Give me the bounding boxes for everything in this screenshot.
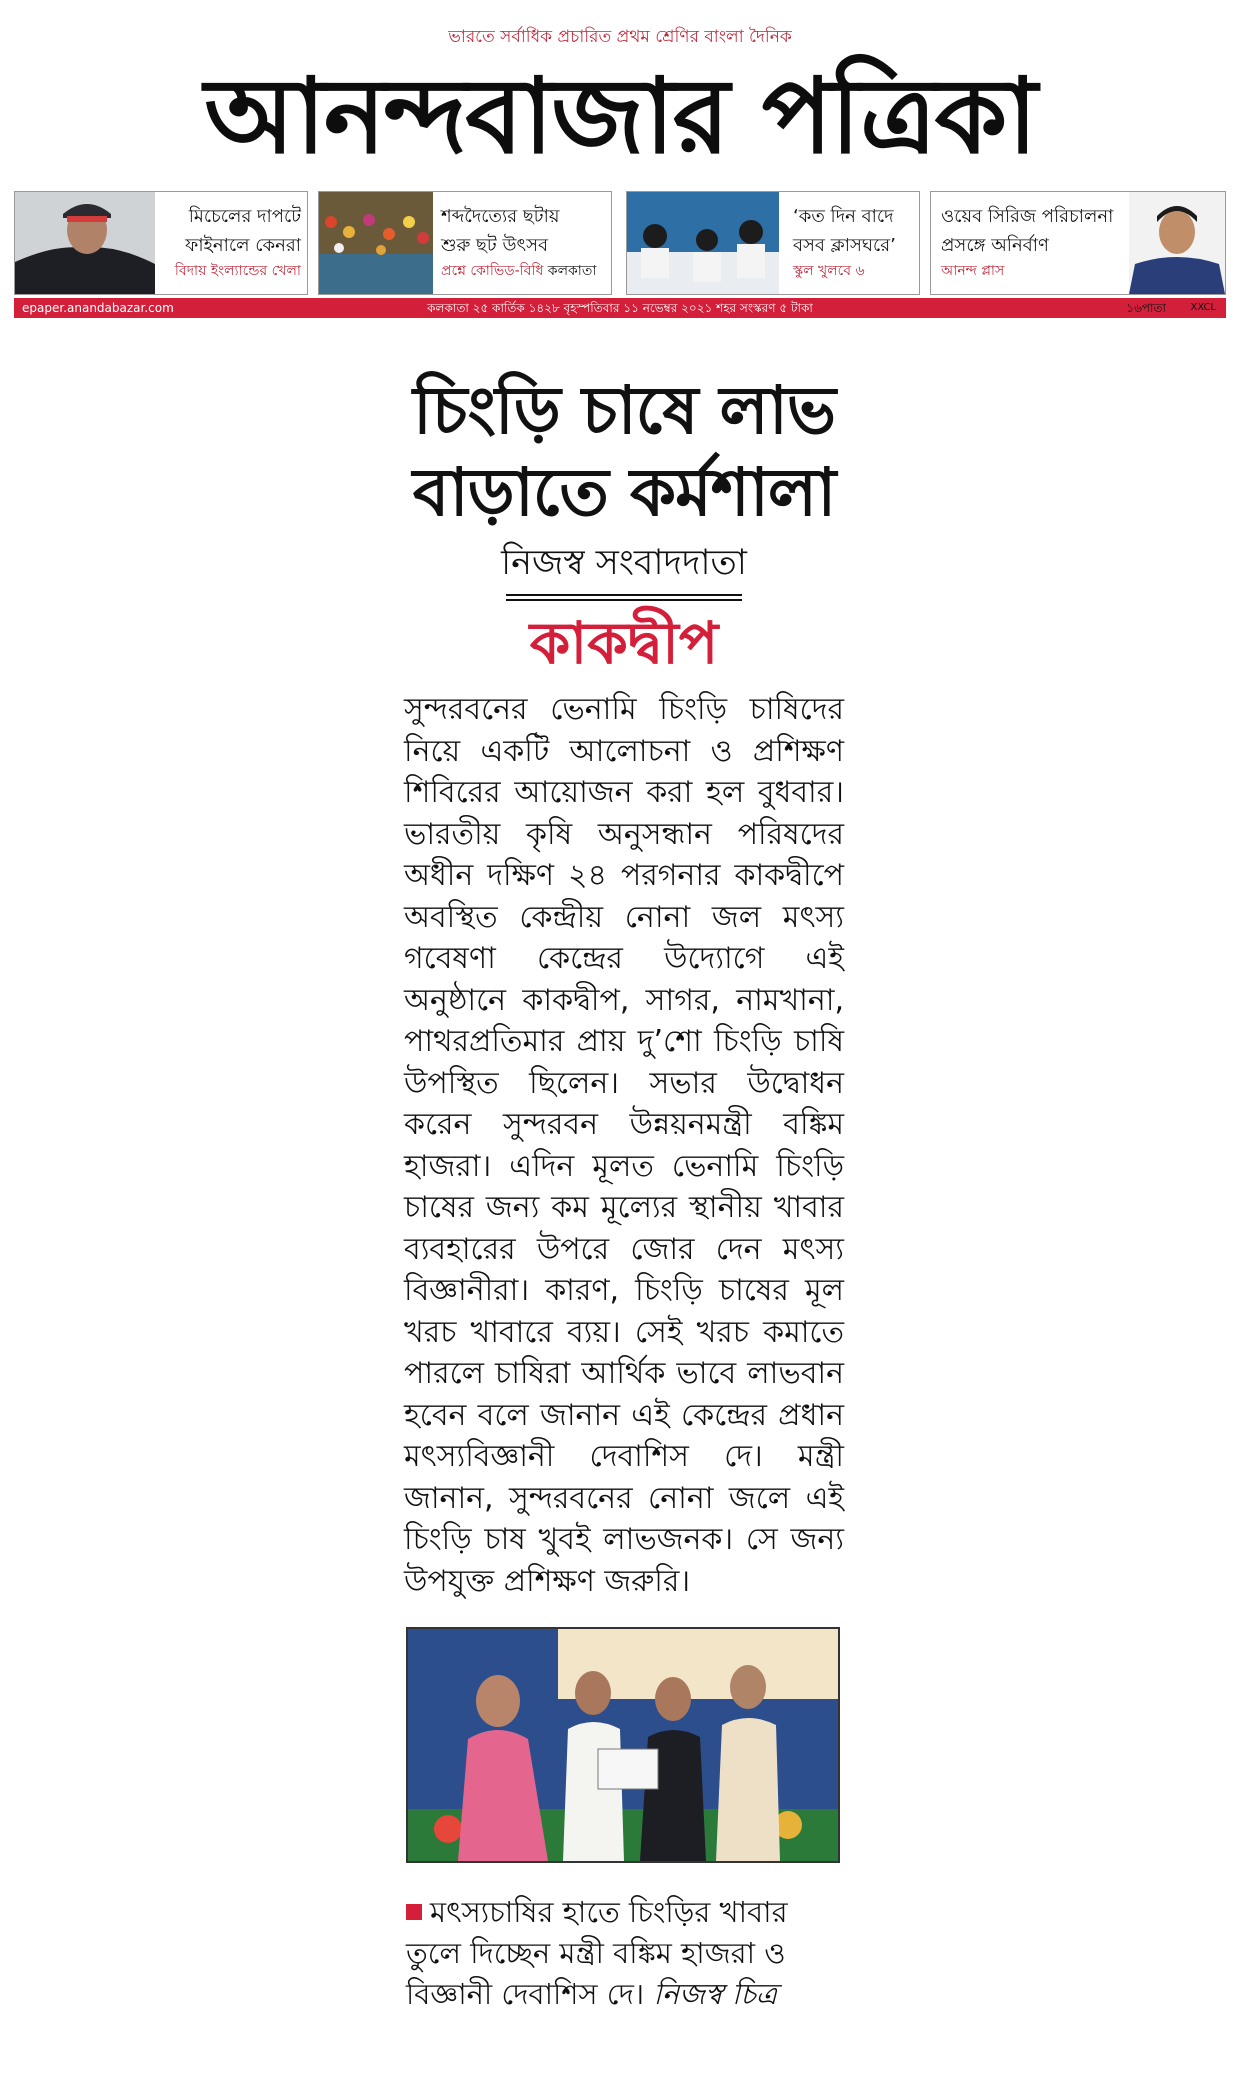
masthead-date-bar bbox=[14, 298, 1226, 318]
teaser-sub: বিদায় ইংল্যান্ডের খেলা bbox=[174, 263, 301, 279]
teaser-web-series[interactable] bbox=[930, 191, 1226, 295]
headline bbox=[404, 370, 844, 534]
byline-divider bbox=[506, 594, 742, 601]
newspaper-logo[interactable]: আনন্দবাজার পত্রিকা bbox=[204, 54, 1036, 177]
teaser-line: ফাইনালে কেনরা bbox=[185, 235, 301, 256]
teaser-line: শব্দদৈত্যের ছটায় bbox=[441, 206, 560, 227]
crowd-photo bbox=[319, 192, 433, 294]
caption-text: মৎস্যচাষির হাতে চিংড়ির খাবার তুলে দিচ্ছেন মন্ত্রী বঙ্কিম হাজরা ও বিজ্ঞানী দেবাশিস দে। bbox=[406, 1895, 788, 2011]
article-dateline: কাকদ্বীপ bbox=[529, 609, 719, 677]
classroom-photo bbox=[627, 192, 779, 294]
photo-caption bbox=[406, 1892, 846, 2015]
teaser-line: শুরু ছট উৎসব bbox=[441, 235, 549, 256]
photo-credit: নিজস্ব চিত্র bbox=[653, 1977, 778, 2011]
issue-dateline: কলকাতা ২৫ কার্তিক ১৪২৮ বৃহস্পতিবার ১১ নভেম্বর ২০২১ শহর সংস্করণ ৫ টাকা bbox=[427, 301, 813, 315]
teaser-sub: আনন্দ প্লাস bbox=[941, 263, 1005, 279]
teaser-school[interactable] bbox=[626, 191, 920, 295]
caption-marker-icon bbox=[406, 1904, 422, 1920]
teaser-line: বসব ক্লাসঘরে’ bbox=[793, 235, 896, 256]
actor-photo bbox=[1129, 192, 1225, 294]
epaper-url[interactable]: epaper.anandabazar.com bbox=[22, 301, 174, 315]
teaser-line: ‘কত দিন বাদে bbox=[793, 206, 894, 227]
teaser-line: প্রসঙ্গে অনির্বাণ bbox=[941, 235, 1049, 256]
byline: নিজস্ব সংবাদদাতা bbox=[501, 543, 747, 583]
teaser-chhat[interactable] bbox=[318, 191, 612, 295]
cricketer-photo bbox=[15, 192, 155, 294]
edition-code: XXCL bbox=[1190, 302, 1216, 313]
article-body: সুন্দরবনের ভেনামি চিংড়ি চাষিদের নিয়ে একটি আলোচনা ও প্রশিক্ষণ শিবিরের আয়োজন করা হল বুধবার। ভারতীয় কৃষি অনুসন্ধান পরিষদের অধীন দক্ষিণ ২৪ পরগনার কাকদ্বীপে অবস্থিত কেন্দ্রীয় নোনা জল মৎস্য গবেষণা কেন্দ্রের উদ্যোগে এই অনুষ্ঠানে কাকদ্বীপ, সাগর, নামখানা, পাথরপ্রতিমার প্রায় দু’শো চিংড়ি চাষি উপস্থিত ছিলেন। সভার উদ্বোধন করেন সুন্দরবন উন্নয়নমন্ত্রী বঙ্কিম হাজরা। এদিন মূলত ভেনামি চিংড়ি চাষের জন্য কম মূল্যের স্থানীয় খাবার ব্যবহারের উপরে জোর দেন মৎস্য বিজ্ঞানীরা। কারণ, চিংড়ি চাষের মূল খরচ খাবারে ব্যয়। সেই খরচ কমাতে পারলে চাষিরা আর্থিক ভাবে লাভবান হবেন বলে জানান এই কেন্দ্রের প্রধান মৎস্যবিজ্ঞানী দেবাশিস দে। মন্ত্রী জানান, সুন্দরবনের নোনা জলে এই চিংড়ি চাষ খুবই লাভজনক। সে জন্য উপযুক্ত প্রশিক্ষণ জরুরি। bbox=[404, 692, 844, 1599]
headline-line: চিংড়ি চাষে লাভ bbox=[412, 372, 836, 449]
teaser-line: মিচেলের দাপটে bbox=[188, 206, 301, 227]
headline-line: বাড়াতে কর্মশালা bbox=[412, 454, 836, 531]
article-photo bbox=[406, 1627, 840, 1863]
teaser-line: ওয়েব সিরিজ পরিচালনা bbox=[941, 206, 1114, 227]
masthead-tagline: ভারতে সর্বাধিক প্রচারিত প্রথম শ্রেণির বাংলা দৈনিক bbox=[448, 27, 792, 47]
page-count: ১৬পাতা bbox=[1126, 301, 1166, 315]
masthead bbox=[0, 0, 1240, 330]
teaser-sub-city: কলকাতা bbox=[547, 263, 597, 279]
teaser-cricket[interactable] bbox=[14, 191, 308, 295]
article bbox=[404, 370, 844, 1602]
teaser-sub: প্রশ্নে কোভিড-বিধি bbox=[441, 263, 544, 279]
teaser-sub: স্কুল খুলবে ৬ bbox=[793, 263, 865, 279]
